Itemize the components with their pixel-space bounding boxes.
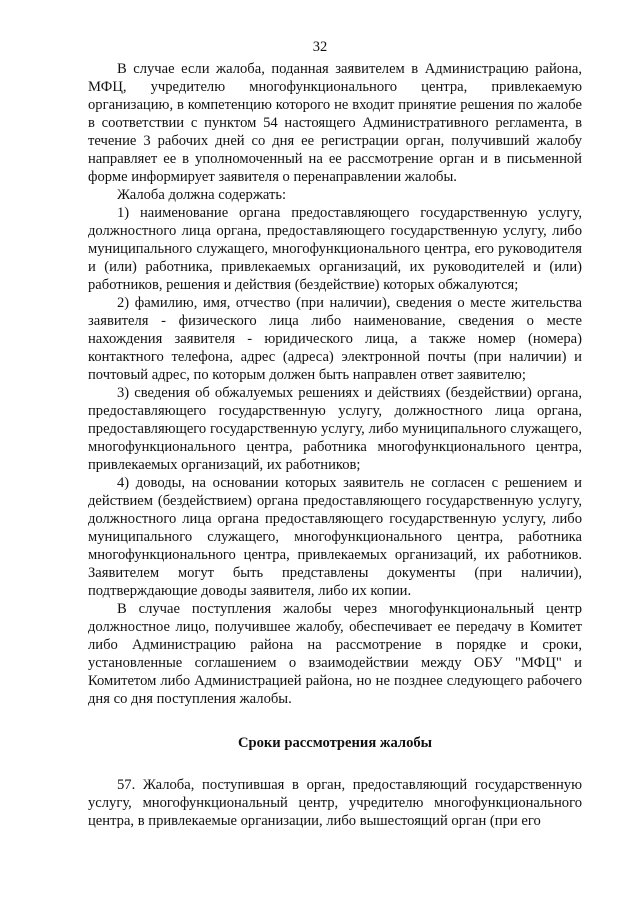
list-item-2: 2) фамилию, имя, отчество (при наличии), сведения о месте жительства заявителя - физического лица либо наименование, сведения о месте нахождения заявителя - юридического лица, а также номер (номера) контактного телефона, адрес (адреса) электронной почты (при наличии) и почтовый адрес, по которым должен быть направлен ответ заявителю; xyxy=(88,295,582,383)
page-number: 32 xyxy=(312,39,328,55)
list-item-3: 3) сведения об обжалуемых решениях и действиях (бездействии) органа, предоставляющего государственную услугу, должностного лица органа, предоставляющего государственную услугу, либо муниципального служащего, многофункционального центра, работника многофункционального центра, привлекаемых организаций, их работников; xyxy=(88,385,582,473)
paragraph-mfc-transfer: В случае поступления жалобы через многофункциональный центр должностное лицо, получившее жалобу, обеспечивает ее передачу в Комитет либо Администрацию района на рассмотрение в порядке и сроки, установленные соглашением о взаимодействии между ОБУ "МФЦ" и Комитетом либо Администрацией района, но не позднее следующего рабочего дня со дня поступления жалобы. xyxy=(88,601,582,707)
paragraph-redirect-complaint: В случае если жалоба, поданная заявителем в Администрацию района, МФЦ, учредителю многофункционального центра, привлекаемую организацию, в компетенцию которого не входит принятие решения по жалобе в соответствии с пунктом 54 настоящего Административного регламента, в течение 3 рабочих дней со дня ее регистрации орган, получивший жалобу направляет ее в уполномоченный на ее рассмотрение орган и в письменной форме информирует заявителя о перенаправлении жалобы. xyxy=(88,61,582,185)
list-item-1: 1) наименование органа предоставляющего государственную услугу, должностного лица органа, предоставляющего государственную услугу, либо муниципального служащего, многофункционального центра, его руководителя и (или) работника, привлекаемых организаций, их руководителей и (или) работников, решения и действия (бездействие) которых обжалуются; xyxy=(88,205,582,293)
document-body xyxy=(88,60,582,830)
paragraph-57: 57. Жалоба, поступившая в орган, предоставляющий государственную услугу, многофункциональный центр, учредителю многофункционального центра, в привлекаемые организации, либо вышестоящий орган (при его xyxy=(88,777,582,829)
paragraph-complaint-contents-intro: Жалоба должна содержать: xyxy=(117,187,287,203)
section-heading: Сроки рассмотрения жалобы xyxy=(237,735,433,751)
list-item-4: 4) доводы, на основании которых заявитель не согласен с решением и действием (бездействием) органа предоставляющего государственную услугу, должностного лица органа предоставляющего государственную услугу, либо муниципального служащего, многофункционального центра, работника многофункционального центра, привлекаемых организаций, их работников. Заявителем могут быть представлены документы (при наличии), подтверждающие доводы заявителя, либо их копии. xyxy=(88,475,582,599)
